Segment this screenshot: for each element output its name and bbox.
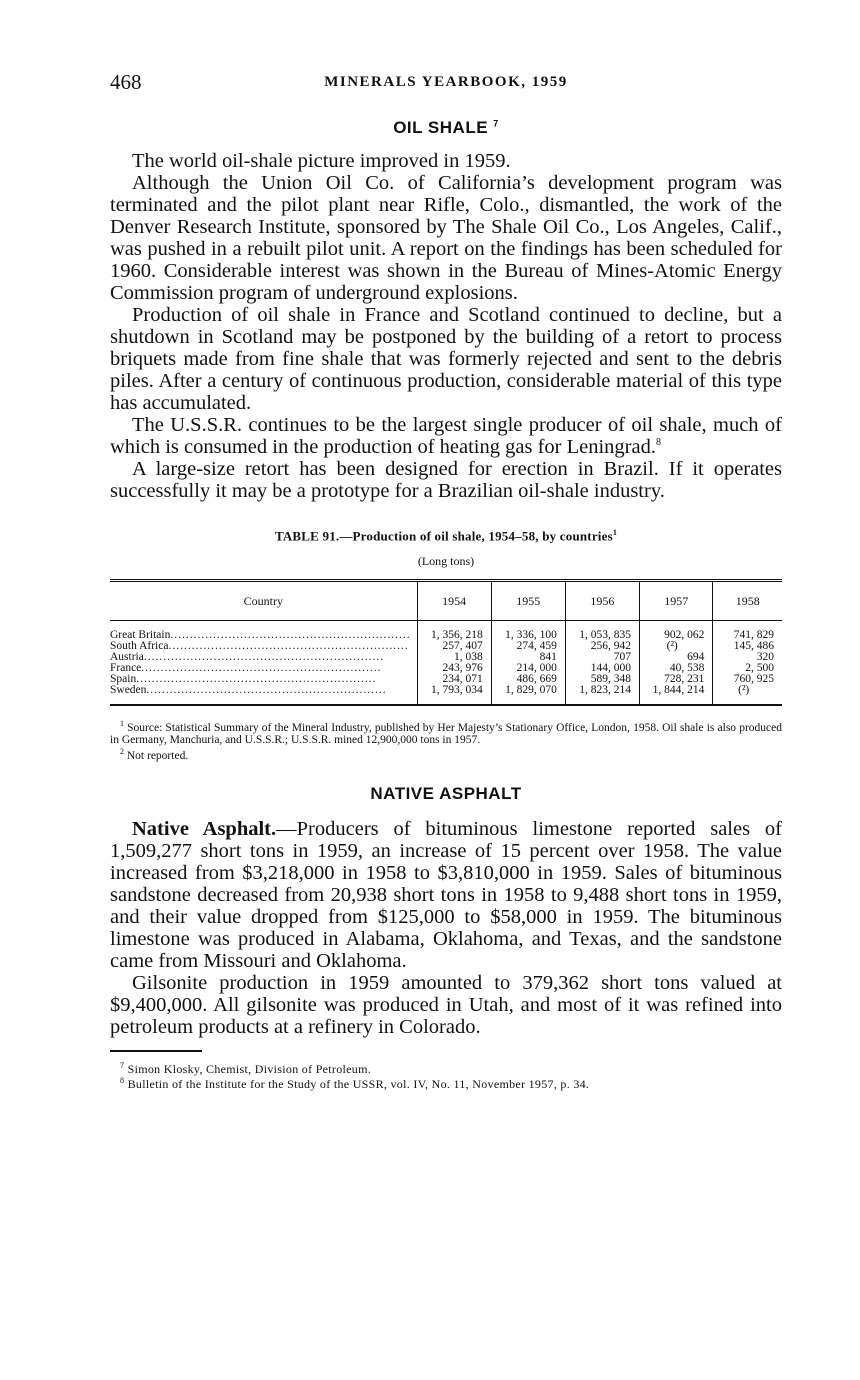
value-cell: 243, 976 [417,663,491,674]
footnote-mark: 1 [120,719,124,729]
dot-leader: .............................................................. [168,641,409,653]
value-cell: 1, 829, 070 [491,685,565,705]
value-cell: 1, 336, 100 [491,621,565,642]
column-header: 1956 [565,581,639,621]
country-cell [110,652,417,663]
country-cell [110,621,417,642]
dot-leader: .............................................................. [170,630,411,642]
footnote-mark: 2 [120,747,124,757]
page-footnote-8 [110,1075,782,1090]
value-cell: 214, 000 [491,663,565,674]
country-cell [110,663,417,674]
value-cell: (²) [713,685,782,705]
oil-shale-paragraph-2: Although the Union Oil Co. of California’s development program was terminated and the pilot plant near Rifle, Colo., dismantled, the work of the Denver Research Institute, sponsored by The Shale Oil Co., Los Angeles, Calif., was pushed in a rebuilt pilot unit. A report on the findings has been scheduled for 1960. Considerable interest was shown in the Bureau of Mines-Atomic Energy Commission program of underground explosions. [110,172,782,304]
table-footnote-1-text: Source: Statistical Summary of the Mineral Industry, published by Her Majesty’s Stationary Office, London, 1958. Oil shale is also produced in Germany, Manchuria, and U.S.S.R.; U.S.S.R. mined 12,900,000 tons in 1957. [110,722,782,746]
table-row [110,641,782,652]
value-cell: 40, 538 [639,663,712,674]
value-cell: 234, 071 [417,674,491,685]
value-cell: 145, 486 [713,641,782,652]
country-cell [110,641,417,652]
column-header: 1958 [713,581,782,621]
oil-shale-paragraph-4-text: The U.S.S.R. continues to be the largest single producer of oil shale, much of which is consumed in the production of heating gas for Leningrad. [110,414,782,458]
dot-leader: .............................................................. [143,652,385,664]
value-cell: 902, 062 [639,621,712,642]
country-cell [110,685,417,705]
running-title: MINERALS YEARBOOK, 1959 [324,74,568,90]
value-cell: 1, 793, 034 [417,685,491,705]
country-name: Spain [110,673,137,686]
table-header-row [110,581,782,621]
oil-shale-production-table [110,579,782,706]
value-cell: 1, 356, 218 [417,621,491,642]
dot-leader: .............................................................. [136,674,377,686]
oil-shale-paragraph-4 [110,414,782,458]
run-in-heading: Native Asphalt. [132,818,277,841]
value-cell: 1, 844, 214 [639,685,712,705]
table-title [110,528,782,544]
column-header: 1957 [639,581,712,621]
native-asphalt-heading: NATIVE ASPHALT [370,784,522,804]
table-footnotes [110,718,782,762]
value-cell: 486, 669 [491,674,565,685]
dot-leader: .............................................................. [146,685,387,697]
table-title-text: TABLE 91.—Production of oil shale, 1954–58, by countries [274,528,613,544]
value-cell: 707 [565,652,639,663]
native-asphalt-paragraph-2: Gilsonite production in 1959 amounted to 379,362 short tons valued at $9,400,000. All gilsonite was produced in Utah, and most of it was refined into petroleum products at a refinery in Colorado. [110,972,782,1039]
footnote-rule [110,1050,202,1052]
oil-shale-paragraph-5: A large-size retort has been designed for erection in Brazil. If it operates successfully it may be a prototype for a Brazilian oil-shale industry. [110,458,782,502]
native-asphalt-paragraph-1 [110,818,782,972]
footnote-mark: 7 [120,1061,125,1071]
oil-shale-paragraph-1: The world oil-shale picture improved in 1959. [132,150,511,172]
country-name: France [110,662,142,675]
native-asphalt-paragraph-1-text: —Producers of bituminous limestone reported sales of 1,509,277 short tons in 1959, an increase of 15 percent over 1958. The value increased from $3,218,000 in 1958 to $3,810,000 in 1959. Sales of bituminous sandstone decreased from 20,938 short tons in 1958 to 9,488 short tons in 1959, and their value dropped from $125,000 to $58,000 in 1959. The bituminous limestone was produced in Alabama, Oklahoma, and Texas, and the sandstone came from Missouri and Oklahoma. [110,818,783,973]
country-cell [110,674,417,685]
value-cell: 2, 500 [713,663,782,674]
footnote-ref-8: 8 [655,437,661,449]
value-cell: 320 [713,652,782,663]
country-name: Sweden [110,684,147,697]
oil-shale-paragraph-3: Production of oil shale in France and Scotland continued to decline, but a shutdown in Scotland may be postponed by the building of a retort to process briquets made from fine shale that was formerly rejected and sent to the debris piles. After a century of continuous production, considerable material of this type has accumulated. [110,304,782,414]
value-cell: 589, 348 [565,674,639,685]
value-cell: 728, 231 [639,674,712,685]
oil-shale-heading-text: OIL SHALE [393,118,489,137]
value-cell: 257, 407 [417,641,491,652]
column-header: 1954 [417,581,491,621]
running-head [110,70,782,100]
value-cell: 760, 925 [713,674,782,685]
value-cell: (²) [639,641,712,652]
value-cell: 1, 823, 214 [565,685,639,705]
value-cell: 841 [491,652,565,663]
footnote-mark: 8 [120,1076,125,1086]
page-footnote-7-text: Simon Klosky, Chemist, Division of Petroleum. [127,1062,372,1077]
value-cell: 144, 000 [565,663,639,674]
country-name: Austria [110,651,144,664]
country-name: Great Britain [110,629,171,642]
oil-shale-heading [110,118,782,138]
table-row [110,685,782,705]
page-number: 468 [110,70,142,94]
table-subtitle: (Long tons) [417,554,475,569]
page [110,70,782,1090]
footnote-ref-7: 7 [493,118,499,129]
table-row [110,621,782,642]
value-cell: 256, 942 [565,641,639,652]
value-cell: 1, 038 [417,652,491,663]
country-name: South Africa [110,640,169,653]
value-cell: 274, 459 [491,641,565,652]
value-cell: 694 [639,652,712,663]
dot-leader: .............................................................. [141,663,382,675]
table-title-note: 1 [612,528,618,537]
page-footnote-8-text: Bulletin of the Institute for the Study of the USSR, vol. IV, No. 11, November 1957, p. 34. [127,1077,590,1092]
value-cell: 741, 829 [713,621,782,642]
column-header: 1955 [491,581,565,621]
page-footnote-7 [110,1060,782,1075]
table-footnote-2 [110,746,782,762]
table-footnote-1 [110,718,782,746]
value-cell: 1, 053, 835 [565,621,639,642]
column-header: Country [110,581,417,621]
table-footnote-2-text: Not reported. [126,749,189,762]
page-footnotes [110,1060,782,1090]
